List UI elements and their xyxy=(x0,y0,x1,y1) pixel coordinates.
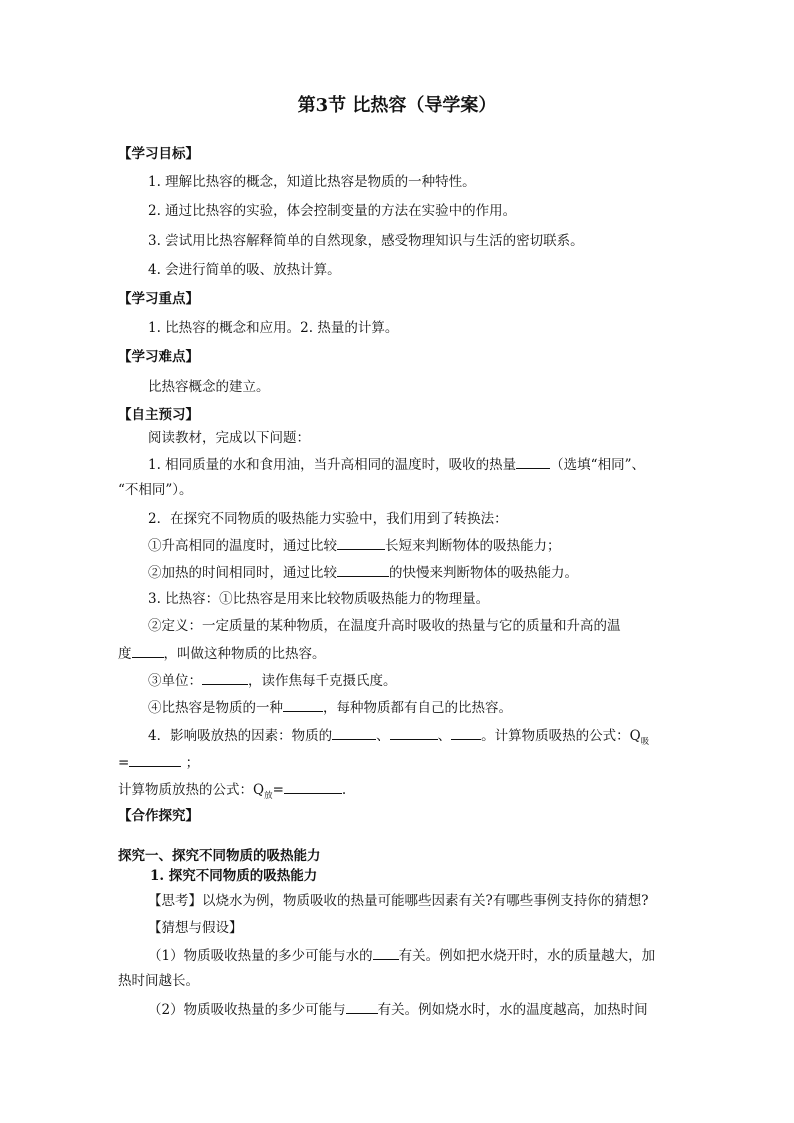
guess-2-text-b: 有关。例如烧水时，水的温度越高，加热时间 xyxy=(377,1002,648,1018)
question-2-item-1 xyxy=(148,535,561,556)
page-title: 第3节 比热容（导学案） xyxy=(297,95,497,116)
explore-1-subheading: 1. 探究不同物质的吸热能力 xyxy=(150,868,318,884)
guess-heading: 【猜想与假设】 xyxy=(148,920,243,936)
question-3: 3. 比热容：①比热容是用来比较物质吸热能力的物理量。 xyxy=(148,591,490,607)
question-2-item-2 xyxy=(148,562,578,583)
answer-blank[interactable] xyxy=(129,752,181,767)
guess-1-text-a: （1）物质吸收热量的多少可能与水的 xyxy=(148,948,373,964)
answer-blank[interactable] xyxy=(337,562,389,577)
question-3-property xyxy=(148,697,512,718)
question-4-text-b: 。计算物质吸热的公式：Q xyxy=(481,728,641,744)
answer-blank[interactable] xyxy=(373,945,399,960)
property-text-a: ④比热容是物质的一种 xyxy=(148,700,283,716)
answer-blank[interactable] xyxy=(337,535,385,550)
definition-text-b: ，叫做这种物质的比热容。 xyxy=(163,646,326,662)
answer-blank[interactable] xyxy=(451,725,481,740)
question-2-item-1-text-b: 长短来判断物体的吸热能力； xyxy=(385,538,561,554)
answer-blank[interactable] xyxy=(390,725,438,740)
question-4 xyxy=(148,725,649,748)
goal-item-4: 4. 会进行简单的吸、放热计算。 xyxy=(148,262,341,278)
unit-text-a: ③单位： xyxy=(148,673,202,689)
guess-1-text-b: 有关。例如把水烧开时，水的质量越大，加 xyxy=(398,948,656,964)
subscript-release: 放 xyxy=(264,791,273,801)
separator: 、 xyxy=(376,728,390,744)
subscript-absorb: 吸 xyxy=(640,737,650,747)
answer-blank[interactable] xyxy=(284,779,342,794)
goal-item-3: 3. 尝试用比热容解释简单的自然现象，感受物理知识与生活的密切联系。 xyxy=(148,233,584,249)
key-point-text: 1. 比热容的概念和应用。2. 热量的计算。 xyxy=(148,320,399,336)
question-2-item-2-text-b: 的快慢来判断物体的吸热能力。 xyxy=(389,565,578,581)
question-3-definition: ②定义：一定质量的某种物质，在温度升高时吸收的热量与它的质量和升高的温 xyxy=(148,618,621,634)
cooperative-heading: 【合作探究】 xyxy=(118,808,199,824)
difficulty-heading: 【学习难点】 xyxy=(118,349,199,365)
answer-blank[interactable] xyxy=(132,643,164,658)
preview-heading: 【自主预习】 xyxy=(118,407,199,423)
question-1-continued: “不相同”）。 xyxy=(118,482,193,498)
question-2-item-2-text-a: ②加热的时间相同时，通过比较 xyxy=(148,565,337,581)
explore-1-heading: 探究一、探究不同物质的吸热能力 xyxy=(118,848,321,864)
guess-2-text-a: （2）物质吸收热量的多少可能与 xyxy=(148,1002,346,1018)
unit-text-b: ，读作焦每千克摄氏度。 xyxy=(248,673,397,689)
goal-item-2: 2. 通过比热容的实验，体会控制变量的方法在实验中的作用。 xyxy=(148,203,517,219)
question-3-unit xyxy=(148,670,397,691)
guess-2 xyxy=(148,999,648,1020)
equals-sign: = xyxy=(118,755,130,771)
question-3-definition-continued xyxy=(118,643,326,664)
key-point-heading: 【学习重点】 xyxy=(118,291,199,307)
question-1-text-a: 1. 相同质量的水和食用油，当升高相同的温度时，吸收的热量 xyxy=(148,457,517,473)
answer-blank[interactable] xyxy=(346,999,378,1014)
property-text-b: ，每种物质都有自己的比热容。 xyxy=(323,700,512,716)
goal-item-1: 1. 理解比热容的概念，知道比热容是物质的一种特性。 xyxy=(148,174,476,190)
question-2-item-1-text-a: ①升高相同的温度时，通过比较 xyxy=(148,538,337,554)
preview-intro: 阅读教材，完成以下问题： xyxy=(148,430,310,446)
answer-blank[interactable] xyxy=(202,670,248,685)
answer-blank[interactable] xyxy=(332,725,376,740)
learning-goals-heading: 【学习目标】 xyxy=(118,146,199,162)
answer-blank[interactable] xyxy=(516,454,550,469)
question-2: 2．在探究不同物质的吸热能力实验中，我们用到了转换法： xyxy=(148,511,508,527)
question-1-text-b: （选填“相同”、 xyxy=(550,457,645,473)
period: . xyxy=(341,782,347,798)
semicolon: ； xyxy=(185,755,200,771)
definition-text-a: 度 xyxy=(118,646,132,662)
difficulty-text: 比热容概念的建立。 xyxy=(148,379,270,395)
question-5-text-a: 计算物质放热的公式：Q xyxy=(118,782,265,798)
answer-blank[interactable] xyxy=(283,697,323,712)
question-1 xyxy=(148,454,645,475)
question-4-text-a: 4．影响吸放热的因素：物质的 xyxy=(148,728,333,744)
question-5 xyxy=(118,779,346,802)
equals-sign: = xyxy=(272,782,284,798)
question-4-formula xyxy=(118,752,199,773)
separator: 、 xyxy=(437,728,452,744)
think-prompt: 【思考】以烧水为例，物质吸收的热量可能哪些因素有关?有哪些事例支持你的猜想? xyxy=(148,893,649,909)
guess-1 xyxy=(148,945,655,966)
guess-1-continued: 热时间越长。 xyxy=(118,973,199,989)
